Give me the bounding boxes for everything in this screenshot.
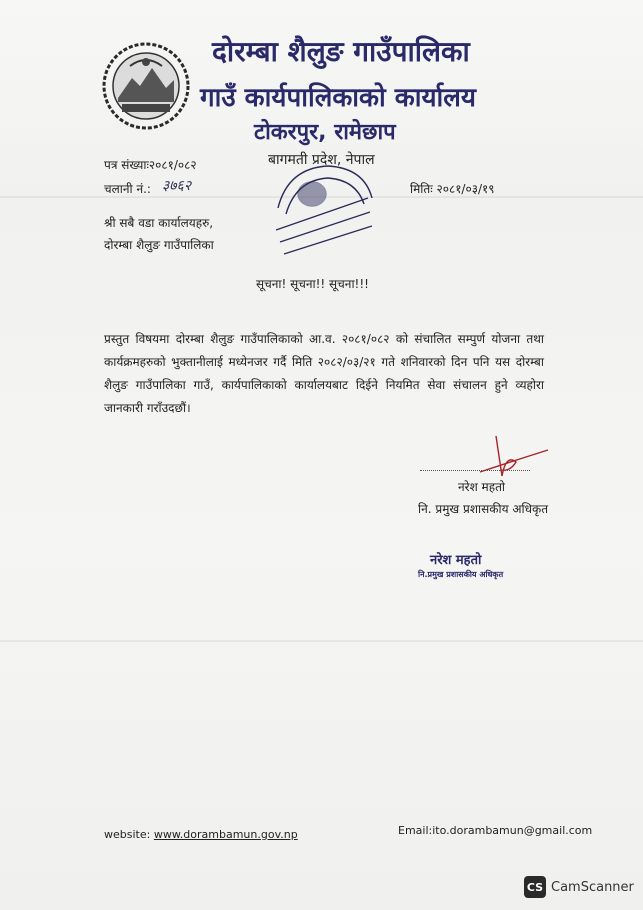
- camscanner-watermark: [524, 876, 634, 898]
- recipient-line-2: दोरम्बा शैलुङ गाउँपालिका: [104, 238, 214, 252]
- letter-date: मितिः २०८१/०३/१९: [410, 182, 495, 196]
- office-subtitle: गाउँ कार्यपालिकाको कार्यालय: [200, 83, 476, 113]
- nepal-emblem-icon: [100, 40, 192, 132]
- website-label: website:: [104, 828, 151, 841]
- signature-icon: [460, 432, 550, 480]
- name-seal-title: नि.प्रमुख प्रशासकीय अधिकृत: [418, 570, 504, 579]
- notice-subject: सूचना! सूचना!! सूचना!!!: [256, 277, 369, 291]
- signatory-title: नि. प्रमुख प्रशासकीय अधिकृत: [418, 502, 549, 516]
- office-address: टोकरपुर, रामेछाप: [254, 120, 396, 145]
- signatory-name: नरेश महतो: [458, 480, 506, 494]
- camscanner-logo-icon: CS: [524, 876, 546, 898]
- name-seal: नरेश महतो: [430, 553, 482, 568]
- website-link[interactable]: www.dorambamun.gov.np: [153, 828, 298, 841]
- website-footer: [104, 828, 298, 841]
- dispatch-label: चलानी नं.:: [104, 182, 151, 196]
- recipient-line-1: श्री सबै वडा कार्यालयहरु,: [104, 216, 214, 230]
- notice-body: प्रस्तुत विषयमा दोरम्बा शैलुङ गाउँपालिकाको आ.व. २०८१/०८२ को संचालित सम्पुर्ण योजना तथा कार्यक्रमहरुको भुक्तानीलाई मध्येनजर गर्दै मिति २०८२/०३/२१ गते शनिवारको दिन पनि यस दोरम्बा शैलुङ गाउँपालिका गाउँ, कार्यपालिकाको कार्यालयबाट दिईने नियमित सेवा संचालन हुने व्यहोरा जानकारी गराँउदछौं।: [104, 332, 544, 415]
- camscanner-label: CamScanner: [551, 879, 634, 895]
- office-province: बागमती प्रदेश, नेपाल: [268, 152, 375, 168]
- office-name: दोरम्बा शैलुङ गाउँपालिका: [212, 35, 470, 68]
- office-stamp: [268, 158, 380, 260]
- letter-number: पत्र संख्याः२०८१/०८२: [104, 158, 197, 172]
- signature-line: [420, 470, 530, 471]
- email-footer[interactable]: Email:ito.dorambamun@gmail.com: [398, 824, 593, 837]
- dispatch-number: ३७६२: [162, 178, 192, 194]
- fold-line: [0, 640, 643, 642]
